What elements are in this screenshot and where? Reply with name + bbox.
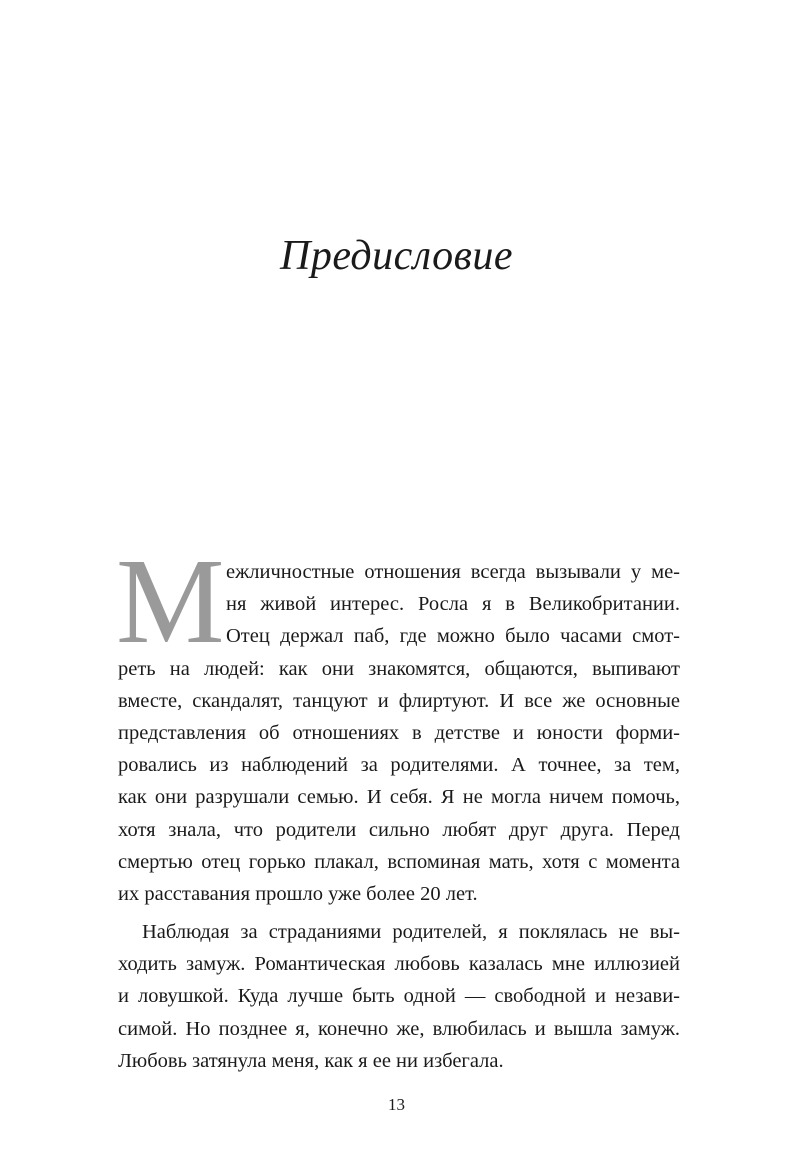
paragraph-2 bbox=[118, 916, 680, 1077]
text-line: Отец держал паб, где можно было часами смот- bbox=[226, 625, 680, 648]
text-line: симой. Но позднее я, конечно же, влюбилась и вышла замуж. bbox=[118, 1017, 680, 1040]
text-line: как они разрушали семью. И себя. Я не могла ничем помочь, bbox=[118, 786, 680, 809]
text-line: и ловушкой. Куда лучше быть одной — свободной и незави- bbox=[118, 985, 680, 1008]
chapter-title: Предисловие bbox=[279, 233, 513, 279]
text-line: Наблюдая за страданиями родителей, я поклялась не вы- bbox=[142, 921, 680, 944]
text-line: их расставания прошло уже более 20 лет. bbox=[118, 882, 478, 905]
text-line: Любовь затянула меня, как я ее ни избегала. bbox=[118, 1049, 504, 1072]
text-line: ходить замуж. Романтическая любовь казалась мне иллюзией bbox=[118, 953, 680, 976]
body-text bbox=[116, 534, 680, 1077]
text-line: представления об отношениях в детстве и юности форми- bbox=[118, 721, 680, 744]
text-line: вместе, скандалят, танцуют и флиртуют. И все же основные bbox=[118, 689, 680, 712]
text-line: смертью отец горько плакал, вспоминая мать, хотя с момента bbox=[118, 850, 680, 873]
text-line: хотя знала, что родители сильно любят друг друга. Перед bbox=[118, 818, 680, 841]
text-line: ежличностные отношения всегда вызывали у ме- bbox=[226, 561, 680, 583]
text-line: ня живой интерес. Росла я в Великобритании. bbox=[226, 593, 680, 616]
text-line: ровались из наблюдений за родителями. А точнее, за тем, bbox=[118, 754, 680, 777]
text-line: реть на людей: как они знакомятся, общаются, выпивают bbox=[118, 657, 680, 680]
page-number: 13 bbox=[388, 1095, 405, 1114]
drop-cap: М bbox=[116, 534, 225, 669]
